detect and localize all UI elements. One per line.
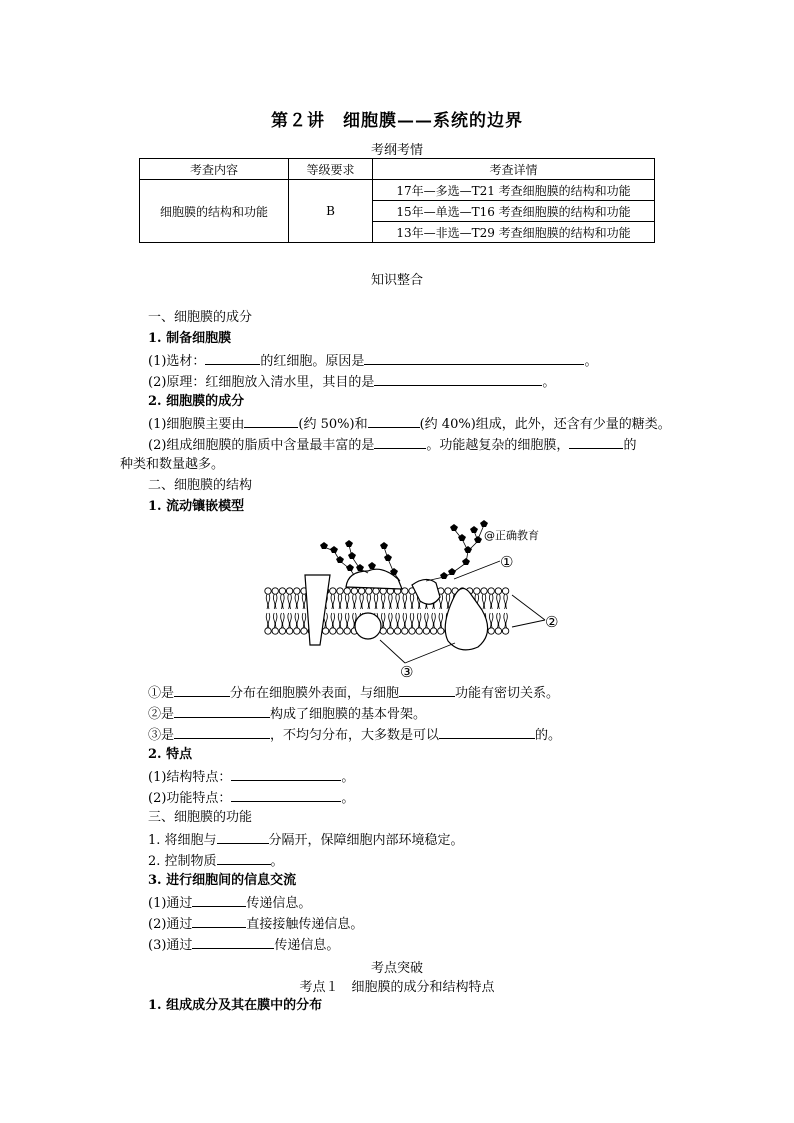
phospholipid-tail xyxy=(302,594,306,609)
fluid-mosaic-diagram xyxy=(250,515,580,685)
phospholipid-tail xyxy=(403,613,407,628)
diagram-label-1: ① xyxy=(500,553,514,571)
phospholipid-tail xyxy=(374,594,378,609)
phospholipid-head xyxy=(301,628,307,634)
phospholipid-head xyxy=(286,588,292,594)
phospholipid-head xyxy=(502,628,508,634)
phospholipid-tail xyxy=(273,594,277,609)
fill-line: 1. 将细胞与 分隔开，保障细胞内部环境稳定。 xyxy=(148,833,464,848)
subheading: 2. 细胞膜的成分 xyxy=(148,394,245,409)
phospholipid-tail xyxy=(410,613,414,628)
blank xyxy=(217,831,269,844)
table-cell-content: 细胞膜的结构和功能 xyxy=(140,180,289,243)
phospholipid-tail xyxy=(266,613,270,628)
blank xyxy=(174,684,230,697)
fill-line: (2)原理：红细胞放入清水里，其目的是 。 xyxy=(148,375,556,390)
phospholipid-head xyxy=(495,588,501,594)
table-cell-level: B xyxy=(289,180,373,243)
fill-line: (2)组成细胞膜的脂质中含量最丰富的是 。功能越复杂的细胞膜， 的 xyxy=(148,438,637,453)
phospholipid-tail xyxy=(410,594,414,609)
subheading: 1. 制备细胞膜 xyxy=(148,331,232,346)
fill-line: (2)通过 直接接触传递信息。 xyxy=(148,917,364,932)
table-header: 等级要求 xyxy=(289,159,373,180)
blank xyxy=(192,936,274,949)
fill-line: ②是 构成了细胞膜的基本骨架。 xyxy=(148,707,427,722)
table-cell-detail: 15年—单选—T16 考查细胞膜的结构和功能 xyxy=(373,201,655,222)
phospholipid-head xyxy=(438,628,444,634)
phospholipid-tail xyxy=(288,613,292,628)
blank xyxy=(192,915,246,928)
embedded-protein xyxy=(355,613,381,639)
phospholipid-tail xyxy=(417,613,421,628)
section-heading: 二、细胞膜的结构 xyxy=(148,478,253,493)
section-heading: 一、细胞膜的成分 xyxy=(148,310,253,325)
phospholipid-head xyxy=(402,588,408,594)
phospholipid-head xyxy=(330,588,336,594)
subheading: 1. 组成成分及其在膜中的分布 xyxy=(148,998,323,1013)
phospholipid-tail xyxy=(338,613,342,628)
phospholipid-tail xyxy=(353,594,357,609)
phospholipid-tail xyxy=(482,594,486,609)
fill-line: (1)细胞膜主要由 (约 50%)和 (约 40%)组成，此外，还含有少量的糖类。 xyxy=(148,417,671,432)
phospholipid-head xyxy=(394,628,400,634)
blank xyxy=(374,373,542,386)
phospholipid-head xyxy=(330,628,336,634)
knowledge-heading: 知识整合 xyxy=(370,273,423,288)
phospholipid-tail xyxy=(497,594,501,609)
phospholipid-tail xyxy=(381,613,385,628)
transmembrane-protein xyxy=(445,588,487,649)
table-row xyxy=(140,180,655,201)
blank xyxy=(192,894,246,907)
phospholipid-tail xyxy=(497,613,501,628)
phospholipid-tail xyxy=(489,613,493,628)
phospholipid-tail xyxy=(504,613,508,628)
phospholipid-tail xyxy=(381,594,385,609)
phospholipid-head xyxy=(387,628,393,634)
phospholipid-tail xyxy=(489,594,493,609)
diagram-label-2: ② xyxy=(545,613,559,631)
blank xyxy=(374,436,426,449)
phospholipid-head xyxy=(409,628,415,634)
fill-line: ①是 分布在细胞膜外表面，与细胞 功能有密切关系。 xyxy=(148,686,560,701)
glycocalyx-chain xyxy=(320,520,488,579)
phospholipid-head xyxy=(337,628,343,634)
phospholipid-head xyxy=(495,628,501,634)
blank xyxy=(217,852,271,865)
phospholipid-head xyxy=(286,628,292,634)
blank xyxy=(231,768,341,781)
diagram-watermark: @正确教育 xyxy=(484,529,539,542)
phospholipid-tail xyxy=(389,613,393,628)
phospholipid-head xyxy=(279,628,285,634)
phospholipid-tail xyxy=(432,613,436,628)
outline-heading: 考纲考情 xyxy=(370,143,423,158)
subheading: 3. 进行细胞间的信息交流 xyxy=(148,873,297,888)
phospholipid-head xyxy=(488,588,494,594)
phospholipid-tail xyxy=(396,613,400,628)
phospholipid-head xyxy=(474,588,480,594)
phospholipid-head xyxy=(344,588,350,594)
fill-line: (1)结构特点： 。 xyxy=(148,770,355,785)
blank xyxy=(368,415,420,428)
phospholipid-head xyxy=(279,588,285,594)
fill-line: (2)功能特点： 。 xyxy=(148,791,355,806)
table-header: 考查详情 xyxy=(373,159,655,180)
phospholipid-tail xyxy=(389,594,393,609)
embedded-protein xyxy=(412,579,440,604)
section-heading: 三、细胞膜的功能 xyxy=(148,810,253,825)
phospholipid-tail xyxy=(425,613,429,628)
breakthrough-heading: 考点突破 xyxy=(370,961,423,976)
phospholipid-head xyxy=(294,588,300,594)
phospholipid-tail xyxy=(360,594,364,609)
subheading: 2. 特点 xyxy=(148,747,193,762)
blank xyxy=(244,415,298,428)
phospholipid-tail xyxy=(331,613,335,628)
phospholipid-head xyxy=(322,628,328,634)
fill-line: (3)通过 传递信息。 xyxy=(148,938,340,953)
phospholipid-head xyxy=(373,588,379,594)
blank xyxy=(364,352,584,365)
phospholipid-head xyxy=(423,628,429,634)
page-title: 第２讲 细胞膜——系统的边界 xyxy=(271,111,523,131)
table-header: 考查内容 xyxy=(140,159,289,180)
phospholipid-tail xyxy=(281,613,285,628)
phospholipid-head xyxy=(265,588,271,594)
phospholipid-tail xyxy=(403,594,407,609)
phospholipid-tail xyxy=(266,594,270,609)
phospholipid-tail xyxy=(396,594,400,609)
table-cell-detail: 13年—非选—T29 考查细胞膜的结构和功能 xyxy=(373,222,655,243)
phospholipid-head xyxy=(358,588,364,594)
glycocalyx-lines xyxy=(324,525,484,581)
phospholipid-head xyxy=(294,628,300,634)
phospholipid-head xyxy=(337,588,343,594)
phospholipid-tail xyxy=(504,594,508,609)
phospholipid-head xyxy=(430,628,436,634)
phospholipid-head xyxy=(445,588,451,594)
phospholipid-tail xyxy=(338,594,342,609)
phospholipid-head xyxy=(272,588,278,594)
blank xyxy=(399,684,455,697)
fill-line: ③是 ，不均匀分布，大多数是可以 的。 xyxy=(148,728,562,743)
diagram-label-3: ③ xyxy=(400,663,414,681)
phospholipid-tail xyxy=(345,594,349,609)
subheading: 1. 流动镶嵌模型 xyxy=(148,499,245,514)
phospholipid-head xyxy=(351,588,357,594)
phospholipid-tail xyxy=(281,594,285,609)
fill-line: (1)选材： 的红细胞。原因是 。 xyxy=(148,354,598,369)
fill-line: 2. 控制物质 。 xyxy=(148,854,284,869)
blank xyxy=(174,705,270,718)
phospholipid-head xyxy=(272,628,278,634)
phospholipid-tail xyxy=(345,613,349,628)
phospholipid-head xyxy=(265,628,271,634)
phospholipid-head xyxy=(344,628,350,634)
phospholipid-tail xyxy=(302,613,306,628)
table-header-row xyxy=(140,159,655,180)
phospholipid-tail xyxy=(273,613,277,628)
phospholipid-tail xyxy=(295,594,299,609)
phospholipid-tail xyxy=(439,613,443,628)
phospholipid-tail xyxy=(367,594,371,609)
phospholipid-tail xyxy=(331,594,335,609)
point-heading: 考点１ 细胞膜的成分和结构特点 xyxy=(299,980,495,995)
phospholipid-head xyxy=(488,628,494,634)
blank xyxy=(174,726,270,739)
phospholipid-head xyxy=(481,588,487,594)
phospholipid-head xyxy=(502,588,508,594)
phospholipid-head xyxy=(366,588,372,594)
phospholipid-head xyxy=(416,628,422,634)
exam-table xyxy=(139,158,655,243)
blank xyxy=(569,436,623,449)
fill-line-continued: 种类和数量越多。 xyxy=(120,457,225,472)
phospholipid-tail xyxy=(295,613,299,628)
phospholipid-tail xyxy=(288,594,292,609)
phospholipid-head xyxy=(402,628,408,634)
blank xyxy=(231,789,341,802)
blank xyxy=(439,726,535,739)
fill-line: (1)通过 传递信息。 xyxy=(148,896,312,911)
table-cell-detail: 17年—多选—T21 考查细胞膜的结构和功能 xyxy=(373,180,655,201)
blank xyxy=(205,352,260,365)
